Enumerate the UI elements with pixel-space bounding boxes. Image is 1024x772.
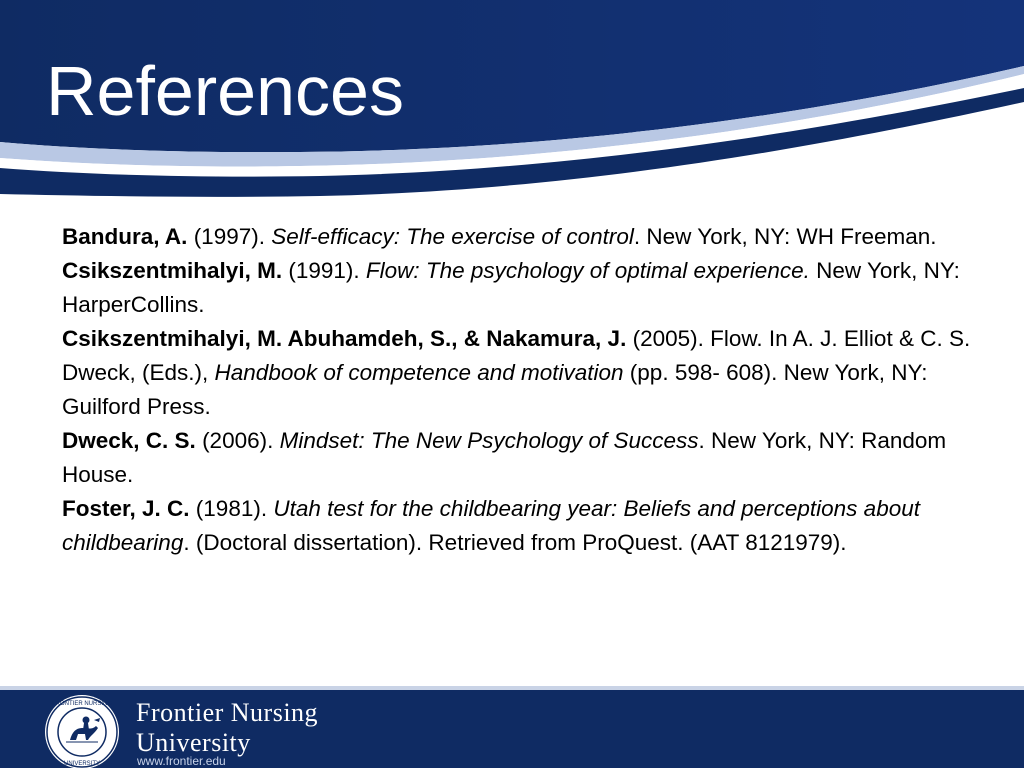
reference-item [62,492,992,560]
reference-item [62,424,992,492]
university-url: www.frontier.edu [137,754,226,768]
reference-detail: (2006). [195,428,280,453]
reference-title: Utah test for the childbearing year: Beliefs and perceptions about childbearing [62,496,920,555]
reference-title: Self-efficacy: The exercise of control [271,224,634,249]
reference-item [62,220,992,254]
seal-text: UNIVERSITY [63,761,101,767]
reference-title: Flow: The psychology of optimal experience. [365,258,810,283]
reference-detail: (2005). Flow. In A. J. Elliot & C. S. Dweck, (Eds.), [62,326,971,385]
reference-author: Bandura, A. [62,224,188,249]
reference-detail: (1991). [282,258,366,283]
reference-title: Mindset: The New Psychology of Success [279,428,699,453]
title-banner [0,0,1024,200]
reference-author: Foster, J. C. [62,496,190,521]
slide-title: References [46,52,404,130]
reference-publisher: . New York, NY: WH Freeman. [633,224,937,249]
university-name-line1: Frontier Nursing [136,698,319,727]
reference-publisher: (pp. 598- 608). New York, NY: Guilford Press. [62,360,928,419]
reference-title: Handbook of competence and motivation [214,360,624,385]
reference-publisher: . (Doctoral dissertation). Retrieved from ProQuest. (AAT 8121979). [183,530,847,555]
reference-item [62,322,992,424]
reference-author: Csikszentmihalyi, M. Abuhamdeh, S., & Nakamura, J. [62,326,627,351]
reference-author: Csikszentmihalyi, M. [62,258,283,283]
university-seal-logo [42,692,122,772]
university-name [136,698,318,758]
reference-detail: (1997). [187,224,272,249]
university-name-line2: University [136,728,251,757]
reference-detail: (1981). [189,496,274,521]
reference-author: Dweck, C. S. [62,428,196,453]
seal-text: FRONTIER NURSING [52,701,112,707]
reference-publisher: . New York, NY: Random House. [62,428,947,487]
footer-bar [0,686,1024,768]
reference-item [62,254,992,322]
reference-list [62,220,992,560]
reference-publisher: New York, NY: HarperCollins. [62,258,960,317]
